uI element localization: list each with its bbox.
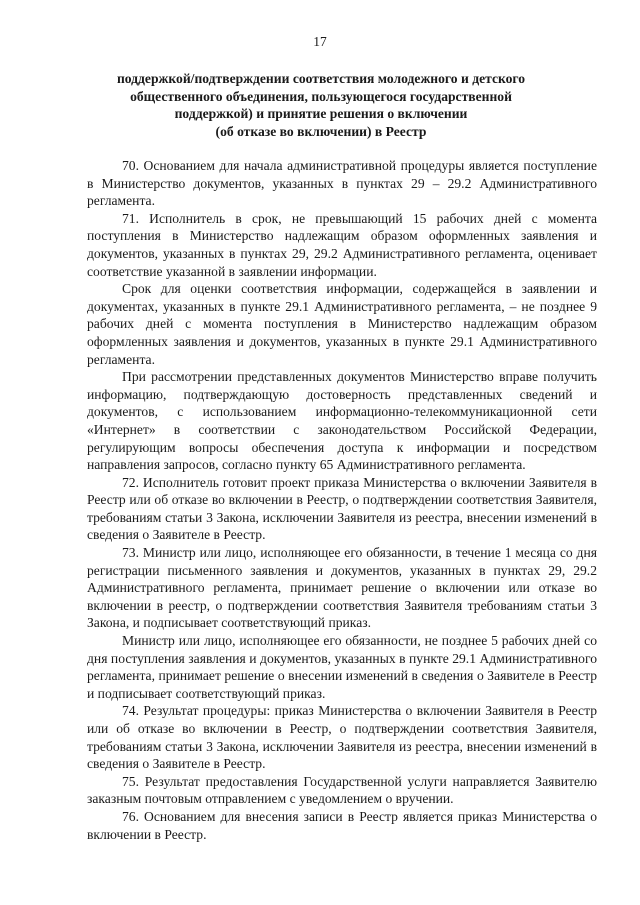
paragraph-71-verification: При рассмотрении представленных документов Министерство вправе получить информацию, подтверждающую достоверность представленных сведений и документов, с использованием информационно-телекоммуникационной сети «Интернет» в соответствии с законодательством Российской Федерации, регулирующим вопросы обеспечения доступа к информации и посредством направления запросов, согласно пункту 65 Административного регламента.	[87, 369, 597, 473]
paragraph-70: 70. Основанием для начала административной процедуры является поступление в Министерство документов, указанных в пунктах 29 – 29.2 Административного регламента.	[87, 158, 597, 209]
paragraph-76: 76. Основанием для внесения записи в Реестр является приказ Министерства о включении в Реестр.	[87, 808, 597, 842]
heading-line: общественного объединения, пользующегося государственной	[130, 88, 512, 104]
paragraph-74: 74. Результат процедуры: приказ Министерства о включении Заявителя в Реестр или об отказе во включении в Реестр, о подтверждении соответствия Заявителя, требованиям статьи 3 Закона, исключении Заявителя из реестра, внесении изменений в сведения о Заявителе в Реестр.	[87, 703, 597, 772]
heading-line: поддержкой) и принятие решения о включении	[174, 106, 468, 122]
heading-line: (об отказе во включении) в Реестр	[215, 123, 427, 139]
document-body	[87, 157, 597, 843]
paragraph-73: 73. Министр или лицо, исполняющее его обязанности, в течение 1 месяца со дня регистрации письменного заявления и документов, указанных в пунктах 29, 29.2 Административного регламента, принимает решение о включении или отказе во включении в реестр, о подтверждении соответствия Заявителя требованиям статьи 3 Закона, и подписывает соответствующий приказ.	[87, 545, 597, 631]
paragraph-71: 71. Исполнитель в срок, не превышающий 15 рабочих дней с момента поступления в Министерство надлежащим образом оформленных заявления и документов, указанных в пунктах 29, 29.2 Административного регламента, оценивает соответствие указанной в заявлении информации.	[87, 210, 597, 279]
page-number: 17	[313, 34, 327, 49]
paragraph-73-changes: Министр или лицо, исполняющее его обязанности, не позднее 5 рабочих дней со дня поступления заявления и документов, указанных в пункте 29.1 Административного регламента, принимает решение о внесении изменений в сведения о Заявителе в Реестр и подписывает соответствующий приказ.	[87, 633, 597, 701]
paragraph-72: 72. Исполнитель готовит проект приказа Министерства о включении Заявителя в Реестр или об отказе во включении в Реестр, о подтверждении соответствия Заявителя, требованиям статьи 3 Закона, исключении Заявителя из реестра, внесении изменений в сведения о Заявителе в Реестр.	[87, 474, 597, 543]
paragraph-75: 75. Результат предоставления Государственной услуги направляется Заявителю заказным почтовым отправлением с уведомлением о вручении.	[87, 773, 597, 807]
heading-line: поддержкой/подтверждении соответствия молодежного и детского	[116, 71, 526, 86]
section-heading	[88, 70, 554, 140]
paragraph-71-deadline: Срок для оценки соответствия информации, содержащейся в заявлении и документах, указанных в пункте 29.1 Административного регламента, – не позднее 9 рабочих дней с момента поступления в Министерство надлежащим образом оформленных заявления и документов, указанных в пункте 29.1 Административного регламента.	[87, 281, 597, 367]
